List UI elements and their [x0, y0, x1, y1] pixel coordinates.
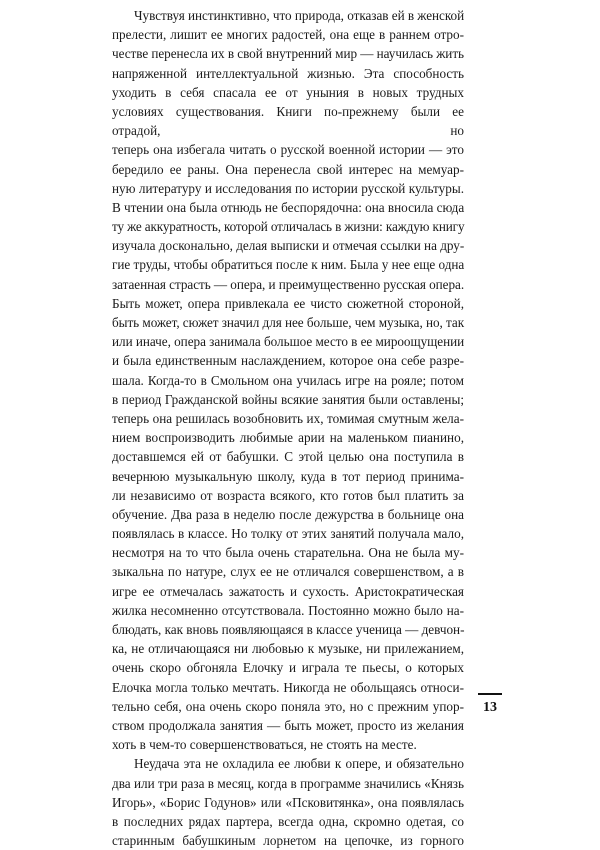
text-line: Игорь», «Борис Годунов» или «Псковитянка», она появлялась	[112, 794, 464, 810]
text-line: ством продолжала занятия — быть может, просто из желания	[112, 717, 464, 733]
text-line: очень скоро обгоняла Елочку и играла те пьесы, о которых	[112, 660, 464, 676]
text-line: В чтении она была отнюдь не беспорядочна: она вносила сюда	[112, 199, 465, 215]
text-line: Неудача эта не охладила ее любви к опере, и обязательно	[134, 756, 464, 772]
page-number: 13	[478, 693, 502, 717]
text-line: тельно себя, она очень скоро поняла это, но с прежним упор-	[112, 698, 464, 714]
text-line: появлялась в классе. Но толку от этих занятий получала мало,	[112, 526, 464, 542]
text-line: в последних рядах партера, всегда одна, скромно одетая, со	[112, 813, 464, 829]
text-line: ту же аккуратность, которой отличалась в жизни: каждую книгу	[112, 219, 465, 235]
text-line: нием воспроизводить любимые арии на маленьком пианино,	[112, 430, 464, 446]
text-line: доставшемся ей от бабушки. С этой целью она поступила в	[112, 449, 464, 465]
text-line: ную литературу и исследования по истории русской культуры.	[112, 180, 464, 196]
body-text	[112, 6, 464, 850]
text-line: ка, не отличающаяся ни любовью к музыке, ни прилежанием,	[112, 641, 464, 657]
paragraph-1	[112, 6, 464, 754]
text-line: блюдать, как вновь появляющаяся в классе ученица — девчон-	[112, 622, 465, 638]
text-line: два или три раза в месяц, когда в программе значились «Князь	[112, 775, 464, 791]
text-line: бередило ее раны. Она перенесла свой интерес на мемуар-	[112, 161, 464, 177]
text-line: и была единственным наслаждением, которое она себе разре-	[112, 353, 464, 369]
text-line: быть может, сюжет значил для нее больше, чем музыка, но, так	[112, 315, 465, 331]
text-line: Елочка могла только мечтать. Никогда не обольщаясь относи-	[112, 679, 464, 695]
text-line: старинным бабушкиным лорнетом на цепочке, из горного	[112, 833, 464, 849]
text-line: жилка несомненно отсутствовала. Постоянно можно было на-	[112, 602, 464, 618]
text-line: ли независимо от возраста всякого, кто готов был платить за	[112, 487, 464, 503]
text-line: игре ее отмечалась зажатость и сухость. Аристократическая	[112, 583, 464, 599]
text-line: прелести, лишит ее многих радостей, она еще в раннем отро-	[112, 27, 464, 43]
text-line: в период Гражданской войны всякие занятия были оставлены;	[112, 391, 464, 407]
text-line: хоть в чем-то совершенствоваться, не стоять на месте.	[112, 737, 417, 753]
text-line: или иначе, опера занимала большое место в ее мироощущении	[112, 334, 465, 350]
text-line: Чувствуя инстинктивно, что природа, отказав ей в женской	[134, 8, 465, 23]
text-line: теперь она решилась возобновить их, томимая смутным жела-	[112, 410, 464, 426]
text-line: напряженной интеллектуальной жизнью. Эта способность	[112, 65, 464, 81]
text-line: теперь она избегала читать о русской военной истории — это	[112, 142, 464, 158]
text-line: уходить в себя спасала ее от уныния в новых трудных условиях существования. Книги по-прежнему были ее отрадой, но	[112, 84, 464, 139]
text-line: несмотря на то что была очень старательна. Она не была му-	[112, 545, 464, 561]
text-line: затаенная страсть — опера, и преимущественно русская опера.	[112, 276, 465, 292]
paragraph-2	[112, 754, 464, 850]
text-line: обучение. Два раза в неделю после дежурства в больнице она	[112, 506, 464, 522]
text-line: честве перенесла их в свой внутренний мир — научилась жить	[112, 46, 464, 62]
text-line: Быть может, опера привлекала ее чисто сюжетной стороной,	[112, 295, 464, 311]
text-line: гие труды, чтобы обратиться после к ним. Была у нее еще одна	[112, 257, 465, 273]
text-line: шала. Когда-то в Смольном она училась игре на рояле; потом	[112, 372, 464, 388]
text-line: изучала досконально, делая выписки и отмечая ссылки на дру-	[112, 238, 465, 254]
text-line: вечернюю музыкальную школу, куда в тот период принима-	[112, 468, 464, 484]
text-line: зыкальна по натуре, слух ее не отличался совершенством, а в	[112, 564, 464, 580]
